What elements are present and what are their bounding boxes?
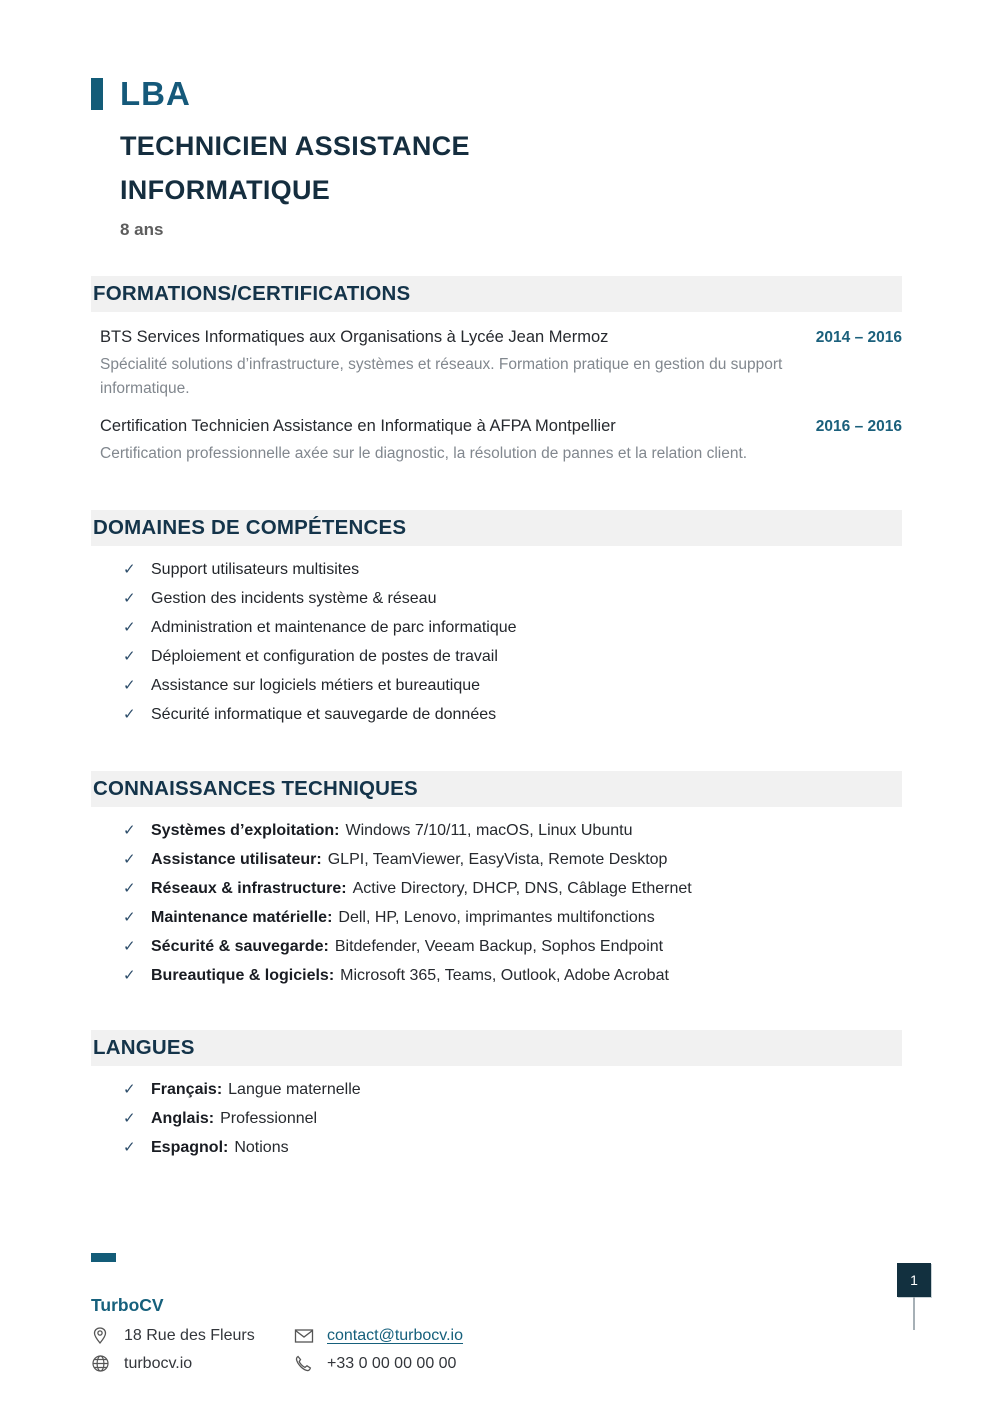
list-item — [123, 1138, 902, 1158]
check-icon: ✓ — [123, 676, 136, 694]
connaissances-list — [91, 807, 902, 986]
footer — [91, 1253, 463, 1373]
language-label: Français: — [151, 1080, 223, 1098]
skill-label: Sécurité & sauvegarde: — [151, 937, 329, 955]
envelope-icon — [294, 1328, 314, 1344]
entry-description: Certification professionnelle axée sur le diagnostic, la résolution de pannes et la relation client. — [100, 444, 748, 462]
language-level: Notions — [234, 1138, 289, 1156]
list-item-text — [151, 879, 692, 899]
formation-entries — [91, 312, 902, 465]
experience-years: 8 ans — [120, 220, 164, 240]
section-langues — [91, 1030, 902, 1158]
check-icon: ✓ — [123, 1138, 136, 1156]
skill-value: Dell, HP, Lenovo, imprimantes multifonctions — [338, 908, 655, 926]
skill-value: Bitdefender, Veeam Backup, Sophos Endpoint — [334, 937, 664, 955]
entry-description: Spécialité solutions d’infrastructure, systèmes et réseaux. Formation pratique en gestion du support informatique. — [100, 356, 783, 398]
list-item-text — [151, 1138, 289, 1158]
website-text: turbocv.io — [124, 1354, 193, 1372]
langues-list — [91, 1066, 902, 1158]
entry-title: BTS Services Informatiques aux Organisations à Lycée Jean Mermoz — [100, 328, 609, 347]
footer-brand: TurboCV — [91, 1295, 164, 1315]
header — [91, 75, 902, 113]
entry-head — [100, 328, 902, 347]
list-item-text — [151, 937, 663, 957]
list-item — [123, 647, 902, 667]
phone-icon — [294, 1354, 314, 1373]
check-icon: ✓ — [123, 821, 136, 839]
section-formations — [91, 276, 902, 465]
list-item-text — [151, 850, 667, 870]
section-heading-langues: LANGUES — [91, 1030, 902, 1066]
job-title: TECHNICIEN ASSISTANCE INFORMATIQUE — [120, 131, 470, 205]
list-item — [123, 966, 902, 986]
list-item — [123, 589, 902, 609]
accent-bar — [91, 78, 103, 110]
check-icon: ✓ — [123, 937, 136, 955]
list-item-text: Gestion des incidents système & réseau — [151, 589, 437, 607]
list-item — [123, 676, 902, 696]
list-item-text: Assistance sur logiciels métiers et bureautique — [151, 676, 481, 694]
check-icon: ✓ — [123, 966, 136, 984]
globe-icon — [91, 1354, 111, 1373]
language-level: Professionnel — [220, 1109, 318, 1127]
entry-dates: 2014 – 2016 — [815, 329, 902, 347]
list-item-text: Support utilisateurs multisites — [151, 560, 360, 578]
check-icon: ✓ — [123, 618, 136, 636]
skill-value: GLPI, TeamViewer, EasyVista, Remote Desktop — [327, 850, 668, 868]
language-label: Espagnol: — [151, 1138, 229, 1156]
candidate-initials: LBA — [120, 75, 191, 112]
formation-entry — [100, 417, 902, 466]
section-heading-formations: FORMATIONS/CERTIFICATIONS — [91, 276, 902, 312]
skill-value: Active Directory, DHCP, DNS, Câblage Ethernet — [352, 879, 692, 897]
skill-label: Bureautique & logiciels: — [151, 966, 335, 984]
list-item — [123, 937, 902, 957]
list-item — [123, 821, 902, 841]
formation-entry — [100, 328, 902, 401]
section-domaines — [91, 510, 902, 725]
list-item-text — [151, 966, 669, 986]
check-icon: ✓ — [123, 1109, 136, 1127]
phone-text: +33 0 00 00 00 00 — [327, 1354, 457, 1372]
footer-accent-bar — [91, 1253, 116, 1262]
entry-title: Certification Technicien Assistance en Informatique à AFPA Montpellier — [100, 416, 616, 435]
list-item — [123, 560, 902, 580]
list-item — [123, 1109, 902, 1129]
skill-value: Microsoft 365, Teams, Outlook, Adobe Acrobat — [340, 966, 669, 984]
list-item-text: Déploiement et configuration de postes de travail — [151, 647, 498, 665]
skill-value: Windows 7/10/11, macOS, Linux Ubuntu — [345, 821, 633, 839]
check-icon: ✓ — [123, 850, 136, 868]
list-item-text — [151, 1109, 317, 1129]
domaines-list — [91, 546, 902, 725]
section-heading-connaissances: CONNAISSANCES TECHNIQUES — [91, 771, 902, 807]
skill-label: Réseaux & infrastructure: — [151, 879, 347, 897]
contact-grid — [91, 1326, 463, 1373]
skill-label: Systèmes d’exploitation: — [151, 821, 340, 839]
address-text: 18 Rue des Fleurs — [124, 1327, 255, 1344]
skill-label: Assistance utilisateur: — [151, 850, 322, 868]
list-item — [123, 879, 902, 899]
list-item-text — [151, 821, 632, 841]
list-item — [123, 1080, 902, 1100]
list-item — [123, 908, 902, 928]
list-item — [123, 705, 902, 725]
page-number-badge: 1 — [897, 1263, 931, 1297]
list-item-text — [151, 908, 655, 928]
list-item — [123, 618, 902, 638]
language-level: Langue maternelle — [228, 1080, 361, 1098]
section-heading-domaines: DOMAINES DE COMPÉTENCES — [91, 510, 902, 546]
entry-dates: 2016 – 2016 — [815, 417, 902, 435]
check-icon: ✓ — [123, 908, 136, 926]
check-icon: ✓ — [123, 647, 136, 665]
skill-label: Maintenance matérielle: — [151, 908, 333, 926]
check-icon: ✓ — [123, 705, 136, 723]
entry-head — [100, 417, 902, 436]
list-item-text: Sécurité informatique et sauvegarde de données — [151, 705, 497, 723]
list-item-text — [151, 1080, 361, 1100]
check-icon: ✓ — [123, 560, 136, 578]
check-icon: ✓ — [123, 1080, 136, 1098]
page-number-line — [913, 1297, 915, 1330]
language-label: Anglais: — [151, 1109, 215, 1127]
list-item-text: Administration et maintenance de parc informatique — [151, 618, 517, 636]
location-pin-icon — [91, 1326, 111, 1346]
check-icon: ✓ — [123, 589, 136, 607]
email-link[interactable]: contact@turbocv.io — [327, 1327, 464, 1344]
check-icon: ✓ — [123, 879, 136, 897]
section-connaissances — [91, 771, 902, 986]
list-item — [123, 850, 902, 870]
